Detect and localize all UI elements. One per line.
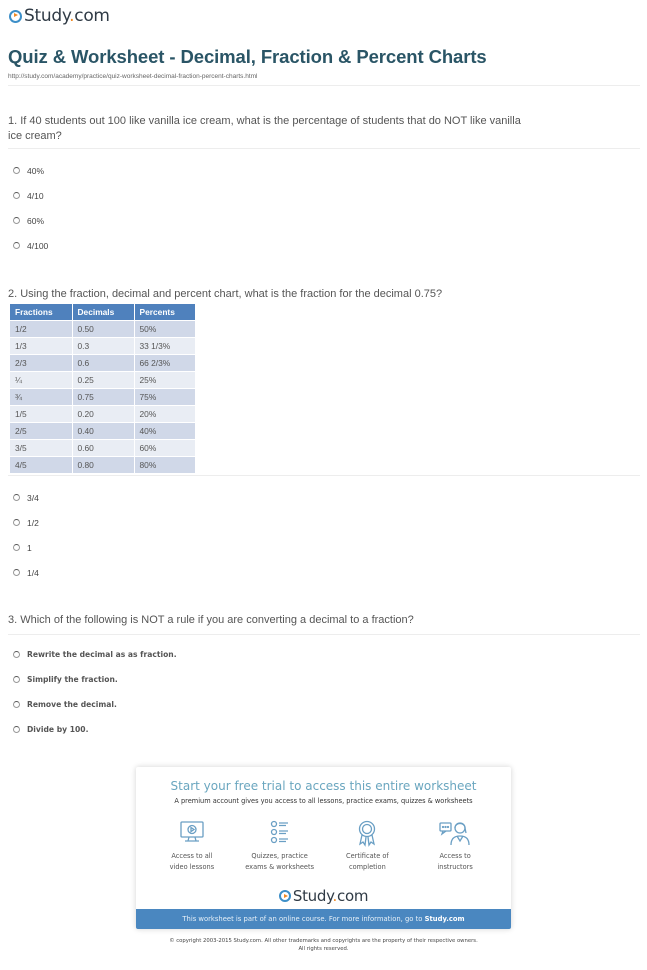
cell: 75% xyxy=(134,388,195,405)
option[interactable]: Simplify the fraction. xyxy=(13,667,177,692)
cell: 3/5 xyxy=(10,439,72,456)
promo-study-logo[interactable]: Study.com xyxy=(136,887,511,905)
cell: 1/2 xyxy=(10,320,72,337)
radio-button[interactable] xyxy=(13,242,20,249)
column-header: Fractions xyxy=(10,304,72,320)
cell: 2/5 xyxy=(10,422,72,439)
instructor-icon xyxy=(438,819,472,847)
radio-button[interactable] xyxy=(13,701,20,708)
cell: 0.6 xyxy=(72,354,134,371)
option[interactable]: 60% xyxy=(13,208,48,233)
question-2-options xyxy=(13,485,39,585)
free-trial-promo[interactable] xyxy=(136,767,511,929)
promo-heading[interactable]: Start your free trial to access this entire worksheet xyxy=(170,779,477,793)
question-1-options xyxy=(13,158,48,258)
cell: 4/5 xyxy=(10,456,72,473)
question-3-options xyxy=(13,642,177,742)
cell: ¼ xyxy=(10,371,72,388)
study-link[interactable]: Study.com xyxy=(424,915,465,923)
table-header-row xyxy=(10,304,195,320)
video-lesson-icon xyxy=(177,819,207,847)
feature-certificate: Certificate of completion xyxy=(325,819,409,873)
course-info-banner: This worksheet is part of an online course. For more information, go to Study.com xyxy=(136,909,511,929)
table-row xyxy=(10,456,195,473)
fraction-decimal-percent-table xyxy=(10,304,196,473)
cell: 1/3 xyxy=(10,337,72,354)
option[interactable]: 1/4 xyxy=(13,560,39,585)
cell: 60% xyxy=(134,439,195,456)
column-header: Percents xyxy=(134,304,195,320)
divider xyxy=(8,85,640,86)
radio-button[interactable] xyxy=(13,651,20,658)
cell: 20% xyxy=(134,405,195,422)
cell: 33 1/3% xyxy=(134,337,195,354)
table-row xyxy=(10,422,195,439)
cell: 40% xyxy=(134,422,195,439)
radio-button[interactable] xyxy=(13,519,20,526)
cell: 0.60 xyxy=(72,439,134,456)
cell: 0.80 xyxy=(72,456,134,473)
radio-button[interactable] xyxy=(13,494,20,501)
cell: ¾ xyxy=(10,388,72,405)
divider xyxy=(8,634,640,635)
question-2-text: 2. Using the fraction, decimal and percent chart, what is the fraction for the decimal 0.75? xyxy=(8,288,443,300)
table-row xyxy=(10,354,195,371)
radio-button[interactable] xyxy=(13,167,20,174)
cell: 25% xyxy=(134,371,195,388)
page-url: http://study.com/academy/practice/quiz-worksheet-decimal-fraction-percent-charts.html xyxy=(8,73,258,80)
table-row xyxy=(10,337,195,354)
cell: 1/5 xyxy=(10,405,72,422)
table-row xyxy=(10,405,195,422)
certificate-icon xyxy=(352,819,382,847)
divider xyxy=(8,148,640,149)
cell: 0.3 xyxy=(72,337,134,354)
question-1-text: 1. If 40 students out 100 like vanilla ice cream, what is the percentage of students that do NOT like vanilla ice cream? xyxy=(8,115,521,142)
radio-button[interactable] xyxy=(13,726,20,733)
table-row xyxy=(10,439,195,456)
option[interactable]: 4/10 xyxy=(13,183,48,208)
feature-video-lessons: Access to all video lessons xyxy=(150,819,234,873)
logo-text: Study.com xyxy=(24,6,110,26)
table-row xyxy=(10,371,195,388)
option[interactable]: 1/2 xyxy=(13,510,39,535)
cell: 0.40 xyxy=(72,422,134,439)
option[interactable]: 4/100 xyxy=(13,233,48,258)
radio-button[interactable] xyxy=(13,192,20,199)
feature-list xyxy=(136,819,511,873)
divider xyxy=(8,475,640,476)
quiz-list-icon xyxy=(265,819,295,847)
promo-subheading: A premium account gives you access to all lessons, practice exams, quizzes & worksheets xyxy=(174,797,473,805)
cell: 0.25 xyxy=(72,371,134,388)
question-3-text: 3. Which of the following is NOT a rule if you are converting a decimal to a fraction? xyxy=(8,614,414,626)
option[interactable]: Remove the decimal. xyxy=(13,692,177,717)
feature-instructors: Access to instructors xyxy=(413,819,497,873)
cell: 2/3 xyxy=(10,354,72,371)
study-logo[interactable] xyxy=(9,6,110,26)
option[interactable]: 1 xyxy=(13,535,39,560)
radio-button[interactable] xyxy=(13,569,20,576)
cell: 66 2/3% xyxy=(134,354,195,371)
page-title: Quiz & Worksheet - Decimal, Fraction & Percent Charts xyxy=(8,46,487,67)
cell: 0.20 xyxy=(72,405,134,422)
option[interactable]: 40% xyxy=(13,158,48,183)
option[interactable]: Rewrite the decimal as as fraction. xyxy=(13,642,177,667)
option[interactable]: Divide by 100. xyxy=(13,717,177,742)
copyright-notice: © copyright 2003-2015 Study.com. All other trademarks and copyrights are the property of their respective owners. All rights reserved. xyxy=(169,938,478,952)
feature-quizzes: Quizzes, practice exams & worksheets xyxy=(238,819,322,873)
cell: 0.75 xyxy=(72,388,134,405)
play-logo-icon xyxy=(9,10,22,23)
play-logo-icon xyxy=(279,890,291,902)
cell: 50% xyxy=(134,320,195,337)
cell: 80% xyxy=(134,456,195,473)
column-header: Decimals xyxy=(72,304,134,320)
cell: 0.50 xyxy=(72,320,134,337)
option[interactable]: 3/4 xyxy=(13,485,39,510)
table-row xyxy=(10,388,195,405)
radio-button[interactable] xyxy=(13,544,20,551)
radio-button[interactable] xyxy=(13,676,20,683)
table-row xyxy=(10,320,195,337)
radio-button[interactable] xyxy=(13,217,20,224)
